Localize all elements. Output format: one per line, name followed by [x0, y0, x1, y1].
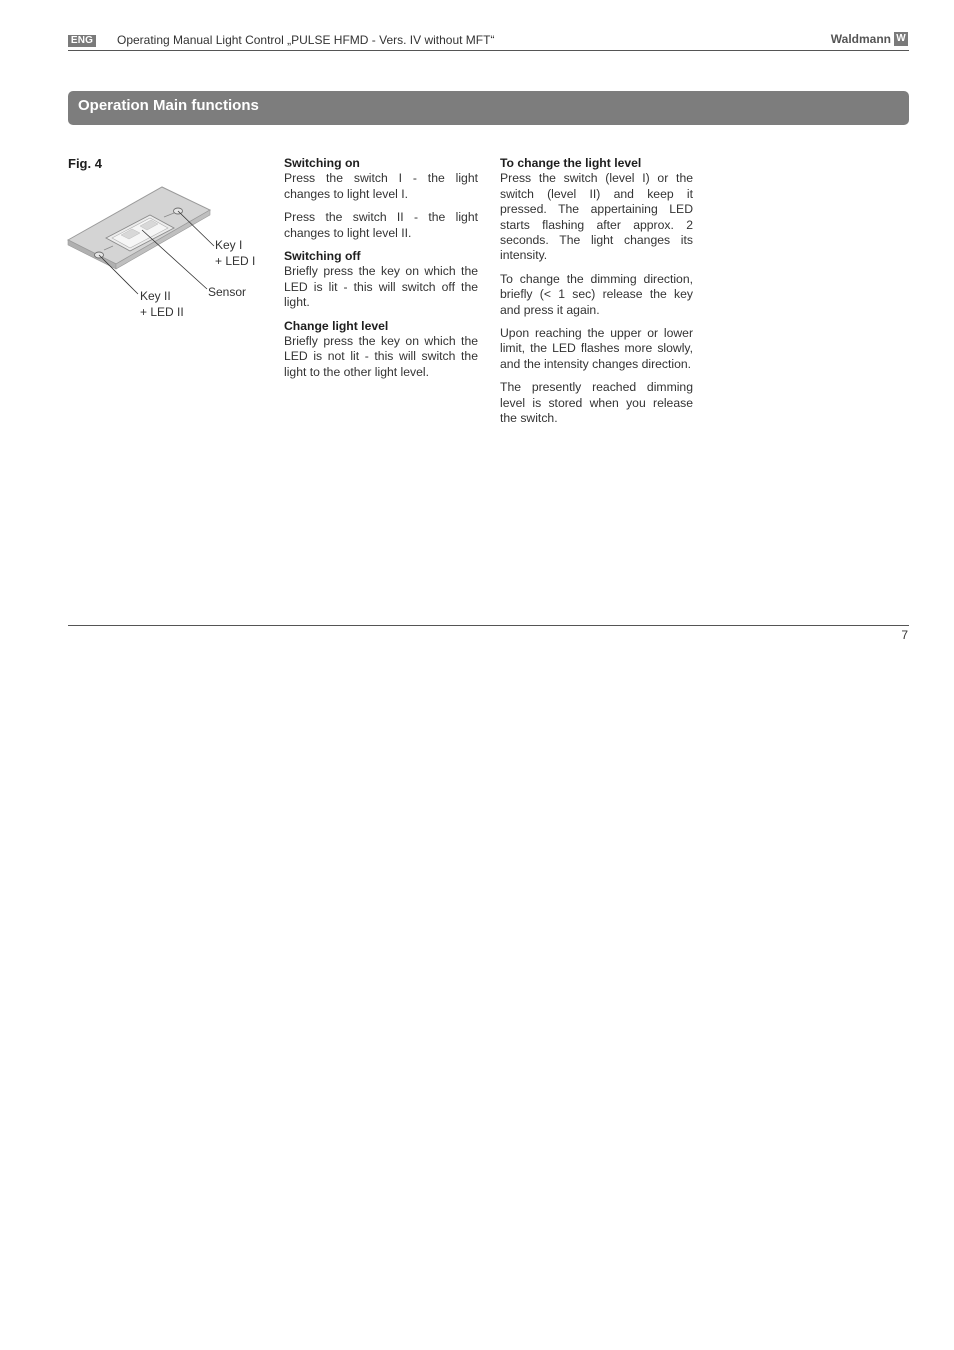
callout-line-sensor — [142, 230, 207, 289]
figure-label: Fig. 4 — [68, 156, 102, 171]
brand-logo-icon: W — [894, 32, 908, 46]
change-light-level-heading-2: To change the light level — [500, 156, 642, 170]
callout-led-2-label: + LED II — [140, 304, 184, 319]
change-light-level-heading: Change light level — [284, 318, 389, 333]
callout-led-1-label: + LED I — [215, 253, 256, 268]
footer-divider — [68, 625, 909, 626]
switching-off-text: Briefly press the key on which the LED is lit - this will switch off the light. — [284, 264, 478, 310]
dimming-text-4: The presently reached dimming level is stored when you release the switch. — [500, 380, 693, 426]
callout-key-1 — [215, 238, 255, 269]
section-title: Operation Main functions — [78, 97, 259, 114]
dimming-text-1: Press the switch (level I) or the switch (level II) and keep it pressed. The appertaining LED starts flashing after approx. 2 seconds. The light changes its intensity. — [500, 171, 693, 263]
callout-key-2 — [140, 289, 184, 320]
switching-on-text-1: Press the switch I - the light changes to light level I. — [284, 171, 478, 201]
switching-on-text-2: Press the switch II - the light changes to light level II. — [284, 210, 478, 240]
page-number: 7 — [901, 628, 908, 642]
text-column-2 — [500, 156, 693, 427]
callout-key-2-label: Key II — [140, 289, 171, 303]
dimming-text-3: Upon reaching the upper or lower limit, the LED flashes more slowly, and the intensity changes direction. — [500, 326, 693, 371]
callout-sensor: Sensor — [208, 285, 247, 299]
callout-key-1-label: Key I — [215, 238, 243, 252]
language-badge: ENG — [68, 35, 96, 47]
dimming-text-2: To change the dimming direction, briefly (< 1 sec) release the key and press it again. — [500, 271, 693, 317]
switching-on-heading: Switching on — [284, 156, 360, 170]
document-title: Operating Manual Light Control „PULSE HFMD - Vers. IV without MFT“ — [117, 33, 495, 47]
header-divider — [68, 50, 909, 51]
text-column-1 — [284, 156, 478, 380]
brand-name: Waldmann — [830, 32, 891, 46]
brand — [831, 32, 908, 46]
switching-off-heading: Switching off — [284, 249, 361, 264]
change-light-level-text: Briefly press the key on which the LED is not lit - this will switch the light to the other light level. — [284, 334, 478, 379]
